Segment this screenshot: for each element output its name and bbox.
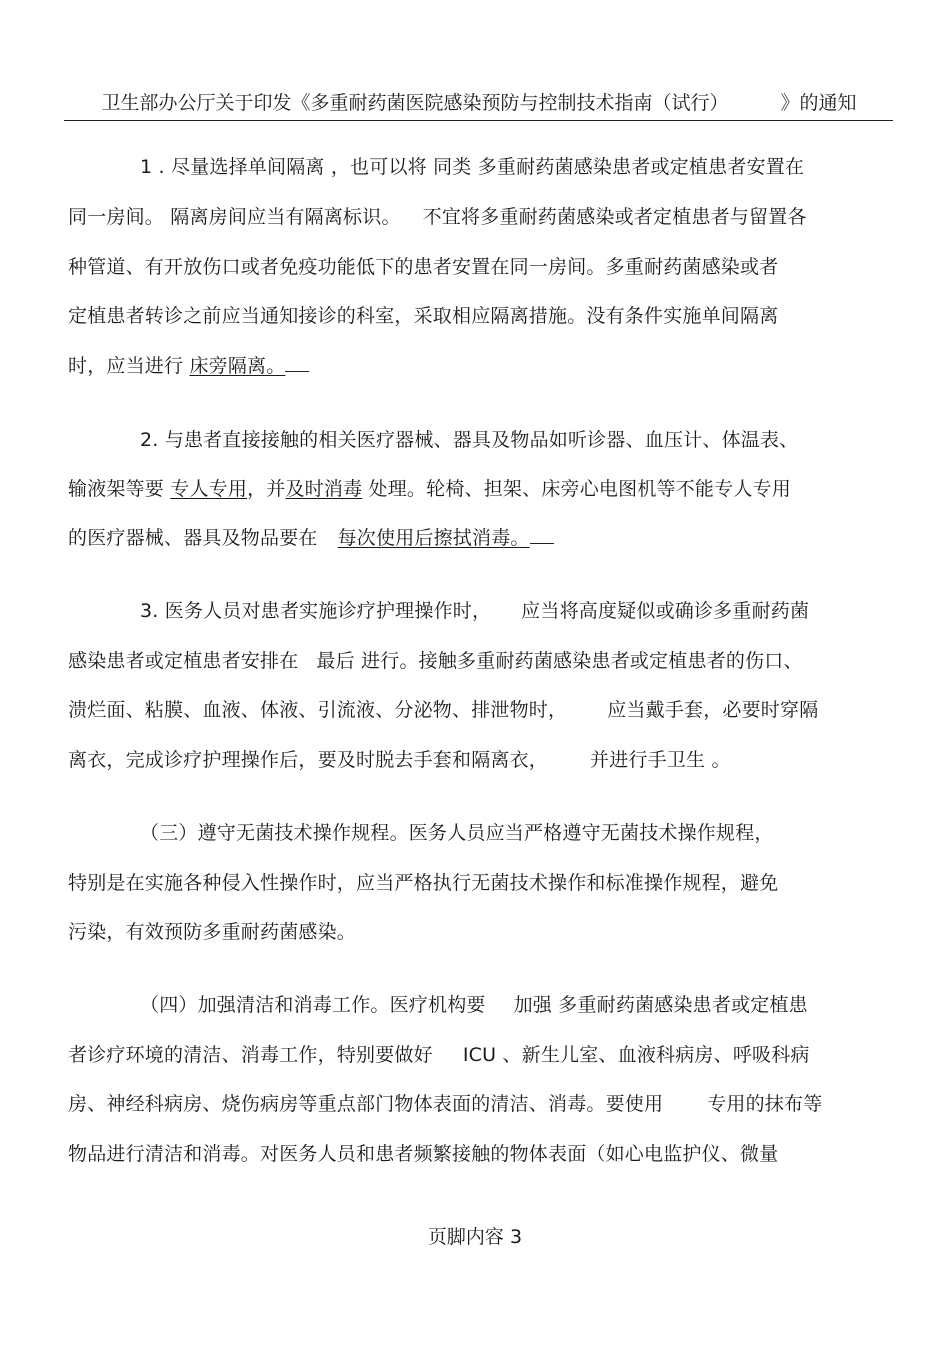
para1-line5-a: 时，应当进行 [68,355,190,377]
para2-line2 [68,474,791,501]
para3-line2 [68,646,803,673]
para2-line2-c: 处理。轮椅、担架、床旁心电图机等不能专人专用 [362,478,791,500]
para5-line1-b: 加强 多重耐药菌感染患者或定植患 [513,994,808,1016]
para4-line1: （三）遵守无菌技术操作规程。医务人员应当严格遵守无菌技术操作规程， [140,822,774,844]
para3-line4-b: 并进行手卫生 。 [590,749,731,771]
wipe-disinfect-underlined: 每次使用后擦拭消毒。 [337,527,530,549]
para1-line2-b: 不宜将多重耐药菌感染或者定植患者与留置各 [422,206,807,228]
para1-line4: 定植患者转诊之前应当通知接诊的科室，采取相应隔离措施。没有条件实施单间隔离 [68,305,779,327]
underline-trail [530,529,554,544]
para3-line1-b: 应当将高度疑似或确诊多重耐药菌 [521,600,810,622]
para5-line3-b: 专用的抹布等 [707,1093,823,1115]
para2-line2-b: ，并 [247,478,286,500]
header-title-part1: 卫生部办公厅关于印发《多重耐药菌医院感染预防与控制技术指南（试行） [101,92,729,114]
para3-line3-a: 溃烂面、粘膜、血液、体液、引流液、分泌物、排泄物时， [68,699,568,721]
para1-line2 [68,202,807,229]
para2-line2-a: 输液架等要 [68,478,171,500]
para1-line5 [68,351,309,378]
page-header [68,88,890,115]
para2-line1: 2. 与患者直接接触的相关医疗器械、器具及物品如听诊器、血压计、体温表、 [140,429,799,451]
dedicated-use-underlined: 专人专用 [170,478,248,500]
underline-trail [285,357,309,372]
header-title-part2: 》的通知 [780,92,857,114]
para1-line2-a: 同一房间。 隔离房间应当有隔离标识。 [68,206,401,228]
para5-line2 [68,1040,810,1067]
para2-line3-a: 的医疗器械、器具及物品要在 [68,527,318,549]
para4-line3: 污染，有效预防多重耐药菌感染。 [68,921,357,943]
para3-line4 [68,745,731,772]
para5-line1-a: （四）加强清洁和消毒工作。医疗机构要 [140,994,486,1016]
para5-line2-a: 者诊疗环境的清洁、消毒工作，特别要做好 [68,1044,433,1066]
page-footer: 页脚内容 3 [427,1226,523,1248]
para3-line4-a: 离衣，完成诊疗护理操作后，要及时脱去手套和隔离衣， [68,749,549,771]
header-divider [64,120,893,121]
para3-line1 [140,596,809,623]
para1-line1: 1 . 尽量选择单间隔离 ，也可以将 同类 多重耐药菌感染患者或定植患者安置在 [140,156,805,178]
para4-line2: 特别是在实施各种侵入性操作时，应当严格执行无菌技术操作和标准操作规程，避免 [68,872,779,894]
para3-line3 [68,695,818,722]
para3-line1-a: 3. 医务人员对患者实施诊疗护理操作时， [140,600,492,622]
bedside-isolation-underlined: 床旁隔离。 [189,355,286,377]
para5-line1 [140,990,808,1017]
para3-line3-b: 应当戴手套，必要时穿隔 [607,699,819,721]
para5-line2-b: ICU 、新生儿室、血液科病房、呼吸科病 [462,1044,810,1066]
para5-line3-a: 房、神经科病房、烧伤病房等重点部门物体表面的清洁、消毒。要使用 [68,1093,664,1115]
para5-line3 [68,1089,822,1116]
para3-line2-a: 感染患者或定植患者安排在 [68,650,299,672]
para2-line3 [68,523,554,550]
para5-line4: 物品进行清洁和消毒。对医务人员和患者频繁接触的物体表面（如心电监护仪、微量 [68,1143,779,1165]
para1-line3: 种管道、有开放伤口或者免疫功能低下的患者安置在同一房间。多重耐药菌感染或者 [68,256,779,278]
timely-disinfect-underlined: 及时消毒 [285,478,363,500]
para3-line2-b: 最后 进行。接触多重耐药菌感染患者或定植患者的伤口、 [316,650,803,672]
